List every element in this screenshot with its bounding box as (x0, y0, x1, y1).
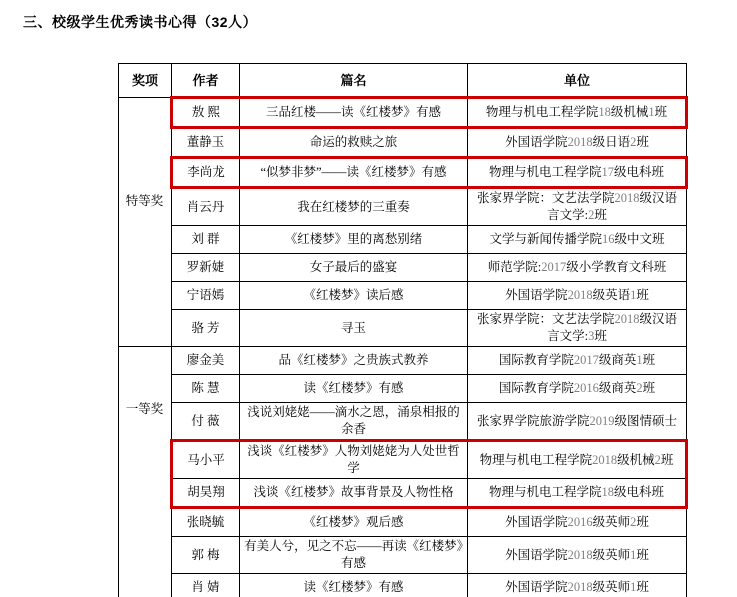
class-year-number: 3 (588, 329, 595, 343)
class-year-number: 16 (602, 232, 615, 246)
author-cell: 敖 熙 (172, 98, 240, 128)
col-header-award: 奖项 (119, 64, 172, 98)
title-cell: 读《红楼梦》有感 (240, 375, 468, 403)
unit-cell: 文学与新闻传播学院16级中文班 (468, 226, 687, 254)
award-group-cell: 特等奖 (119, 98, 172, 347)
unit-cell: 张家界学院旅游学院2019级图情硕士 (468, 403, 687, 441)
unit-cell: 国际教育学院2017级商英1班 (468, 347, 687, 375)
class-year-number: 2 (630, 135, 637, 149)
table-row (119, 158, 687, 188)
author-cell: 肖云丹 (172, 188, 240, 226)
table-body (119, 98, 687, 597)
class-year-number: 1 (630, 547, 637, 562)
unit-cell: 物理与机电工程学院18级机械1班 (468, 98, 687, 128)
col-header-title: 篇名 (240, 64, 468, 98)
title-cell: 女子最后的盛宴 (240, 254, 468, 282)
title-cell: 品《红楼梦》之贵族式教养 (240, 347, 468, 375)
table-row (119, 254, 687, 282)
class-year-number: 1 (648, 105, 655, 119)
class-year-number: 2018 (567, 580, 593, 594)
col-header-author: 作者 (172, 64, 240, 98)
class-year-number: 2019 (589, 413, 615, 428)
unit-cell: 国际教育学院2016级商英2班 (468, 375, 687, 403)
table-row (119, 188, 687, 226)
table-row (119, 508, 687, 537)
class-year-number: 2018 (592, 452, 618, 467)
author-cell: 胡昊翔 (172, 479, 240, 508)
table-row (119, 441, 687, 479)
author-cell: 张晓毓 (172, 508, 240, 537)
author-cell: 骆 芳 (172, 310, 240, 347)
title-cell: 浅谈《红楼梦》故事背景及人物性格 (240, 479, 468, 508)
class-year-number: 2 (654, 452, 661, 467)
author-cell: 董静玉 (172, 128, 240, 158)
author-cell: 肖 婧 (172, 574, 240, 597)
table-row (119, 98, 687, 128)
table-row (119, 310, 687, 347)
table-row (119, 375, 687, 403)
unit-cell: 张家界学院：文艺法学院2018级汉语言文学:2班 (468, 188, 687, 226)
author-cell: 廖金美 (172, 347, 240, 375)
unit-cell: 外国语学院2018级日语2班 (468, 128, 687, 158)
class-year-number: 2018 (614, 312, 640, 326)
class-year-number: 17 (601, 165, 614, 179)
unit-cell: 外国语学院2018级英师1班 (468, 574, 687, 597)
page-title: 三、校级学生优秀读书心得（32人） (23, 14, 258, 30)
title-cell: 我在红楼梦的三重奏 (240, 188, 468, 226)
table-row (119, 574, 687, 597)
author-cell: 宁语嫣 (172, 282, 240, 310)
table-row (119, 479, 687, 508)
title-cell: 三品红楼——读《红楼梦》有感 (240, 98, 468, 128)
class-year-number: 2016 (567, 515, 593, 529)
unit-cell: 外国语学院2018级英师1班 (468, 537, 687, 574)
table-header (119, 64, 687, 98)
title-cell: 《红楼梦》里的离愁别绪 (240, 226, 468, 254)
class-year-number: 18 (598, 105, 611, 119)
award-group-cell: 一等奖 (119, 347, 172, 597)
awards-table (118, 63, 688, 597)
title-cell: 寻玉 (240, 310, 468, 347)
unit-cell: 师范学院:2017级小学教育文科班 (468, 254, 687, 282)
class-year-number: 2017 (541, 260, 567, 274)
class-year-number: 2 (636, 381, 643, 395)
author-cell: 付 薇 (172, 403, 240, 441)
class-year-number: 18 (601, 485, 614, 499)
author-cell: 罗新婕 (172, 254, 240, 282)
class-year-number: 2018 (567, 547, 593, 562)
class-year-number: 2017 (573, 353, 599, 367)
table-row (119, 537, 687, 574)
table-row (119, 226, 687, 254)
unit-cell: 物理与机电工程学院2018级机械2班 (468, 441, 687, 479)
unit-cell: 物理与机电工程学院18级电科班 (468, 479, 687, 508)
title-cell: 《红楼梦》观后感 (240, 508, 468, 537)
class-year-number: 2 (630, 515, 637, 529)
title-cell: 《红楼梦》读后感 (240, 282, 468, 310)
unit-cell: 张家界学院：文艺法学院2018级汉语言文学:3班 (468, 310, 687, 347)
class-year-number: 1 (630, 580, 637, 594)
title-cell: “似梦非梦”——读《红楼梦》有感 (240, 158, 468, 188)
title-cell: 浅谈《红楼梦》人物刘姥姥为人处世哲学 (240, 441, 468, 479)
class-year-number: 2 (588, 208, 595, 222)
title-cell: 读《红楼梦》有感 (240, 574, 468, 597)
col-header-unit: 单位 (468, 64, 687, 98)
header-row (119, 64, 687, 98)
table-row (119, 403, 687, 441)
author-cell: 马小平 (172, 441, 240, 479)
author-cell: 李尚龙 (172, 158, 240, 188)
class-year-number: 1 (630, 288, 637, 302)
author-cell: 郭 梅 (172, 537, 240, 574)
table-row (119, 128, 687, 158)
author-cell: 刘 群 (172, 226, 240, 254)
table-row (119, 347, 687, 375)
class-year-number: 2018 (567, 288, 593, 302)
title-cell: 有美人兮，见之不忘——再读《红楼梦》有感 (240, 537, 468, 574)
unit-cell: 外国语学院2018级英语1班 (468, 282, 687, 310)
class-year-number: 1 (636, 353, 643, 367)
title-cell: 浅说刘姥姥——滴水之恩，涌泉相报的余香 (240, 403, 468, 441)
table-row (119, 282, 687, 310)
title-cell: 命运的救赎之旅 (240, 128, 468, 158)
unit-cell: 物理与机电工程学院17级电科班 (468, 158, 687, 188)
class-year-number: 2018 (614, 191, 640, 205)
class-year-number: 2016 (573, 381, 599, 395)
class-year-number: 2018 (567, 135, 593, 149)
unit-cell: 外国语学院2016级英师2班 (468, 508, 687, 537)
author-cell: 陈 慧 (172, 375, 240, 403)
